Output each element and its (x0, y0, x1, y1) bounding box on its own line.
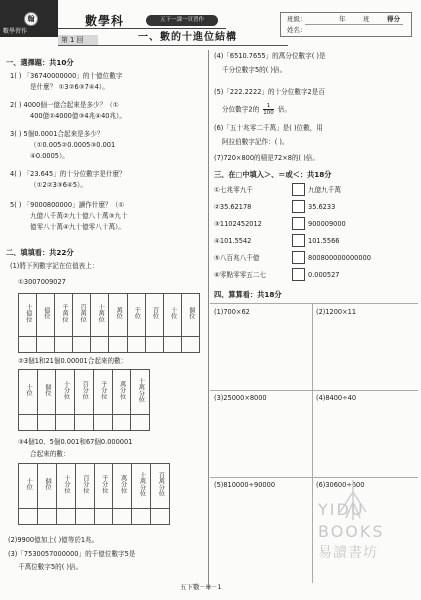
compare-left-4: ⑤八百兆八千億 (214, 254, 260, 262)
place-header-3 (73, 294, 91, 337)
place-answer-cell[interactable] (132, 509, 151, 525)
compare-answer-box[interactable] (292, 268, 305, 281)
calc-5: (5)810000÷90000 (214, 481, 276, 489)
score-label: 得分 (387, 15, 400, 23)
q5-fill-end: 倍。 (277, 105, 292, 114)
calc-divider (312, 303, 313, 583)
place-answer-cell[interactable] (127, 337, 145, 353)
q7-fill: (7)720×800的積是72×8的( )倍。 (214, 154, 319, 162)
place-header-label: 百位 (151, 307, 159, 320)
title-rule (58, 45, 288, 46)
ban-label: 班 (363, 15, 370, 23)
q3-line3: ④0.0005）。 (30, 152, 69, 160)
place-header-7 (151, 464, 170, 509)
q4-fill-line1: (4)「6510.7655」的萬分位數字( )是 (214, 52, 326, 60)
place-header-label: 十分位 (62, 475, 70, 494)
q6-fill-line1: (6)「五十兆零二千萬」是( )位數，用 (214, 124, 323, 132)
q1-line2: 是什麼？ ①3②6③7④4）。 (30, 83, 109, 91)
fraction (263, 103, 274, 116)
calc-6: (6)30600÷600 (316, 481, 365, 489)
place-header-label: 十位 (25, 384, 33, 397)
num3-line1: ③4個10、5個0.001和67個0.000001 (18, 438, 133, 446)
place-answer-cell[interactable] (112, 415, 131, 431)
place-answer-cell[interactable] (145, 337, 163, 353)
section-3-title: 三、在□中填入＞、＝或＜：共18分 (214, 170, 332, 179)
place-header-label: 十萬位 (97, 304, 105, 323)
logo-text-books: BOOKS (318, 522, 385, 541)
place-answer-cell[interactable] (113, 509, 132, 525)
place-answer-cell[interactable] (75, 509, 94, 525)
place-header-6 (127, 294, 145, 337)
q2-line2: 400億②4000億③4兆④40兆）。 (30, 112, 126, 120)
calc-rule-mid1 (210, 390, 418, 391)
compare-left-1: ②35.62178 (214, 203, 252, 211)
place-header-label: 十億位 (24, 304, 32, 323)
q4-fill-line2: 千分位數字5的( )倍。 (222, 66, 287, 74)
place-header-3 (75, 370, 94, 415)
column-divider (208, 50, 209, 590)
q2-fill: (2)9900億加上( )億等於1兆。 (8, 536, 99, 544)
place-header-label: 十位 (25, 478, 33, 491)
place-header-label: 千分位 (100, 475, 108, 494)
page-title: 一、數的十進位結構 (138, 32, 237, 43)
place-header-label: 千位 (133, 307, 141, 320)
place-header-4 (91, 294, 109, 337)
place-header-8 (163, 294, 181, 337)
place-value-table-1 (18, 293, 200, 353)
place-header-6 (132, 464, 151, 509)
place-header-label: 千萬位 (60, 304, 68, 323)
q3-fill-line1: (3)「7530057000000」的千億位數字5是 (8, 550, 136, 558)
num1-label: ①3007009027 (18, 278, 66, 286)
year-label: 年 (339, 15, 346, 23)
place-header-label: 個位 (44, 478, 52, 491)
place-header-2 (56, 464, 75, 509)
place-answer-cell[interactable] (75, 415, 94, 431)
q5-fill-text: 分位數字2的 (222, 105, 260, 114)
place-header-label: 十萬分位 (138, 472, 146, 498)
q3-fill-line2: 千萬位數字5的( )倍。 (18, 563, 83, 571)
compare-answer-box[interactable] (292, 183, 305, 196)
place-answer-cell[interactable] (109, 337, 127, 353)
place-answer-cell[interactable] (94, 509, 113, 525)
calc-rule-top (210, 303, 418, 304)
logo-text-chinese: 易讀書坊 (318, 545, 378, 561)
place-value-table-2 (18, 369, 150, 431)
place-answer-cell[interactable] (163, 337, 181, 353)
place-header-4 (93, 370, 112, 415)
student-info-box (280, 12, 412, 37)
q3-line1: 3( ) 5個0.0001合起來是多少？ (10, 130, 104, 138)
class-label: 班級： (287, 15, 307, 23)
place-header-0 (19, 294, 37, 337)
compare-right-4: 800800000000000 (308, 254, 371, 262)
num3-line2: 合起來的數： (30, 450, 70, 458)
compare-right-5: 0.000527 (308, 271, 340, 279)
place-header-label: 百萬分位 (157, 472, 165, 498)
q5-line1: 5( ) 「9000800000」讀作什麼？（① (10, 201, 125, 209)
compare-left-3: ④101.5542 (214, 237, 252, 245)
q5-fill-line2 (222, 103, 291, 116)
place-header-9 (181, 294, 199, 337)
place-answer-cell[interactable] (131, 415, 150, 431)
place-answer-cell[interactable] (55, 337, 73, 353)
place-answer-cell[interactable] (73, 337, 91, 353)
q5-line3: 億零八十萬④九十億零八十萬）。 (30, 223, 125, 231)
calc-1: (1)700×62 (214, 308, 250, 316)
place-header-label: 萬分位 (119, 475, 127, 494)
section-4-title: 四、算算看：共18分 (214, 290, 282, 299)
q4-line2: （①2②3③6④5）。 (30, 181, 87, 189)
name-label: 姓名： (287, 26, 307, 34)
place-answer-cell[interactable] (37, 337, 55, 353)
place-value-table-3 (18, 463, 170, 525)
publisher-logo-icon: 翰 (24, 12, 38, 26)
place-header-label: 百分位 (81, 475, 89, 494)
calc-4: (4)8400÷40 (316, 394, 357, 402)
place-answer-cell[interactable] (56, 509, 75, 525)
place-header-label: 萬位 (115, 307, 123, 320)
place-header-label: 十分位 (62, 381, 70, 400)
subtitle-pill: 五下一課一頁習作 (146, 15, 218, 26)
place-header-5 (113, 464, 132, 509)
badge-subtitle: 數學習作 (3, 28, 28, 35)
q4-line1: 4( ) 「23.645」的十分位數字是什麼？ (10, 170, 126, 178)
place-header-0 (19, 370, 38, 415)
place-header-label: 十位 (169, 307, 177, 320)
place-header-5 (112, 370, 131, 415)
compare-right-3: 101.5566 (308, 237, 340, 245)
place-header-1 (37, 464, 56, 509)
place-answer-cell[interactable] (181, 337, 199, 353)
calc-2: (2)1200×11 (316, 308, 357, 316)
place-header-5 (109, 294, 127, 337)
header-rule (58, 28, 226, 29)
place-header-1 (37, 294, 55, 337)
section-1-title: 一、選擇題：共10分 (6, 58, 74, 67)
place-header-label: 億位 (42, 307, 50, 320)
place-answer-cell[interactable] (93, 415, 112, 431)
place-header-label: 百萬位 (79, 304, 87, 323)
place-header-label: 百分位 (81, 381, 89, 400)
compare-left-2: ③1102452012 (214, 220, 262, 228)
q5-line2: 九億八千萬②九十億八十萬③九十 (30, 212, 128, 220)
place-header-4 (94, 464, 113, 509)
compare-right-1: 35.6233 (308, 203, 336, 211)
place-header-2 (56, 370, 75, 415)
compare-left-5: ⑥零點零零五二七 (214, 271, 267, 279)
place-header-6 (131, 370, 150, 415)
page-footer: 五下數－H－1 (180, 583, 222, 591)
compare-answer-box[interactable] (292, 200, 305, 213)
q2-line1: 2( ) 4000個一億合起來是多少？（① (10, 101, 119, 109)
place-answer-cell[interactable] (91, 337, 109, 353)
place-header-7 (145, 294, 163, 337)
place-header-2 (55, 294, 73, 337)
compare-right-0: 九億九千萬 (308, 186, 341, 194)
place-header-label: 萬分位 (118, 381, 126, 400)
place-answer-cell[interactable] (19, 415, 38, 431)
section-2-title: 二、填填看：共22分 (6, 248, 74, 257)
fraction-denominator: 100 (263, 110, 274, 117)
place-header-1 (37, 370, 56, 415)
place-header-label: 千分位 (99, 381, 107, 400)
q6-fill-line2: 阿拉伯數字記作：( )。 (222, 138, 289, 146)
compare-answer-box[interactable] (292, 251, 305, 264)
logo-text-yidu: YIDU (318, 500, 365, 519)
place-header-label: 個位 (187, 307, 195, 320)
place-answer-cell[interactable] (151, 509, 170, 525)
name-line (305, 24, 403, 25)
subject-title: 數學科 (85, 14, 125, 28)
lesson-number: 第 1 回 (58, 35, 98, 46)
compare-right-2: 900009000 (308, 220, 346, 228)
place-header-3 (75, 464, 94, 509)
q5-fill-line1: (5)「222.2222」的十分位數字2是百 (214, 88, 325, 96)
place-header-label: 個位 (43, 384, 51, 397)
place-answer-cell[interactable] (19, 509, 38, 525)
compare-answer-box[interactable] (292, 217, 305, 230)
s2-intro: (1)將下列數字記在位值表上： (10, 262, 99, 270)
q3-line2: （①0.005②0.0005③0.001 (30, 141, 116, 149)
place-header-0 (19, 464, 38, 509)
compare-left-0: ①七兆零九千 (214, 186, 253, 194)
place-answer-cell[interactable] (19, 337, 37, 353)
q1-line1: 1( ) 「36740000000」的十億位數字 (10, 72, 123, 80)
fraction-numerator: 1 (263, 103, 274, 110)
place-answer-cell[interactable] (37, 415, 56, 431)
num2-label: ②3個1和21個0.00001合起來的數： (18, 357, 128, 365)
calc-3: (3)25000×8000 (214, 394, 267, 402)
place-header-label: 十萬分位 (137, 378, 145, 404)
compare-answer-box[interactable] (292, 234, 305, 247)
place-answer-cell[interactable] (37, 509, 56, 525)
place-answer-cell[interactable] (56, 415, 75, 431)
